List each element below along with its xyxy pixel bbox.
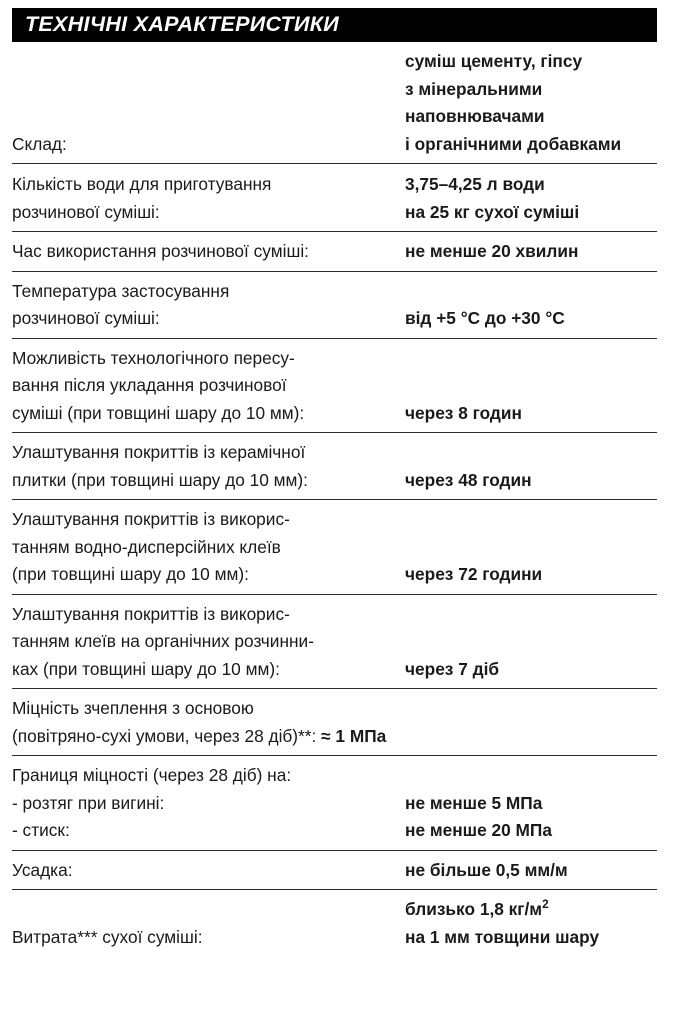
spec-value: ≈ 1 МПа (321, 725, 387, 746)
row-value-cell (405, 433, 657, 500)
table-row (12, 500, 657, 595)
row-value-cell (405, 42, 657, 164)
spec-value: через 48 годин (405, 469, 532, 490)
spec-value: від +5 °С до +30 °С (405, 308, 565, 328)
spec-label: Витрата*** сухої суміші: (12, 926, 203, 947)
spec-label: Кількість води для приготування розчинової суміші: (12, 174, 272, 222)
spec-label: Улаштування покриттів із викорис- танням клеїв на органічних розчинни- ках (при товщині шару до 10 мм): (12, 603, 314, 679)
table-row (12, 271, 657, 338)
spec-label-line: (повітряно-сухі умови, через 28 діб)**: (12, 725, 317, 746)
row-value-cell (405, 890, 657, 957)
row-label-cell (12, 594, 405, 689)
spec-label-with-inline-value: Міцність зчеплення з основою (повітряно-сухі умови, через 28 діб)**: ≈ 1 МПа (12, 698, 387, 746)
row-value-cell (405, 232, 657, 272)
row-label-cell (12, 689, 657, 756)
row-value-cell (405, 500, 657, 595)
spec-label: Час використання розчинової суміші: (12, 241, 309, 261)
spec-value: не менше 5 МПа не менше 20 МПа (405, 792, 552, 840)
table-row (12, 164, 657, 232)
superscript-two: 2 (542, 898, 549, 912)
specifications-table-body (12, 42, 657, 956)
table-row (12, 890, 657, 957)
spec-value: суміш цементу, гіпсу з мінеральними наповнювачами і органічними добавками (405, 51, 622, 154)
spec-value: не більше 0,5 мм/м (405, 859, 568, 880)
row-label-cell (12, 500, 405, 595)
specifications-table (12, 42, 657, 956)
spec-value: через 72 години (405, 564, 543, 584)
spec-label: Усадка: (12, 859, 73, 880)
row-label-cell (12, 890, 405, 957)
table-row (12, 756, 657, 851)
table-row (12, 42, 657, 164)
table-row (12, 594, 657, 689)
spec-label: Склад: (12, 133, 67, 154)
row-value-cell (405, 756, 657, 851)
spec-value: близько 1,8 $кг/м^2$ на 1 мм товщини шару (405, 898, 600, 947)
row-label-cell (12, 164, 405, 232)
page-title: ТЕХНІЧНІ ХАРАКТЕРИСТИКИ (25, 12, 340, 37)
spec-value: через 7 діб (405, 658, 500, 679)
table-row (12, 232, 657, 272)
spec-label: Температура застосування розчинової суміші: (12, 280, 230, 328)
spec-label: Улаштування покриттів із керамічної плитки (при товщині шару до 10 мм): (12, 442, 308, 490)
table-row (12, 338, 657, 433)
spec-label: Улаштування покриттів із викорис- танням водно-дисперсійних клеїв (при товщині шару до 10 мм): (12, 509, 290, 584)
row-value-cell (405, 594, 657, 689)
row-label-cell (12, 850, 405, 890)
spec-label: Можливість технологічного пересу- вання після укладання розчинової суміші (при товщині шару до 10 мм): (12, 347, 305, 423)
table-row (12, 433, 657, 500)
row-value-cell (405, 850, 657, 890)
table-row (12, 689, 657, 756)
specifications-header-bar (12, 8, 657, 42)
row-label-cell (12, 232, 405, 272)
row-label-cell (12, 433, 405, 500)
row-value-cell (405, 271, 657, 338)
spec-value: не менше 20 хвилин (405, 241, 579, 261)
row-value-cell (405, 338, 657, 433)
row-label-cell (12, 271, 405, 338)
row-label-cell (12, 338, 405, 433)
table-row (12, 850, 657, 890)
row-label-cell (12, 42, 405, 164)
row-value-cell (405, 164, 657, 232)
spec-value: 3,75–4,25 л води на 25 кг сухої суміші (405, 174, 580, 222)
row-label-cell (12, 756, 405, 851)
spec-value: через 8 годин (405, 402, 522, 423)
spec-label: Границя міцності (через 28 діб) на: - розтяг при вигині: - стиск: (12, 765, 292, 840)
